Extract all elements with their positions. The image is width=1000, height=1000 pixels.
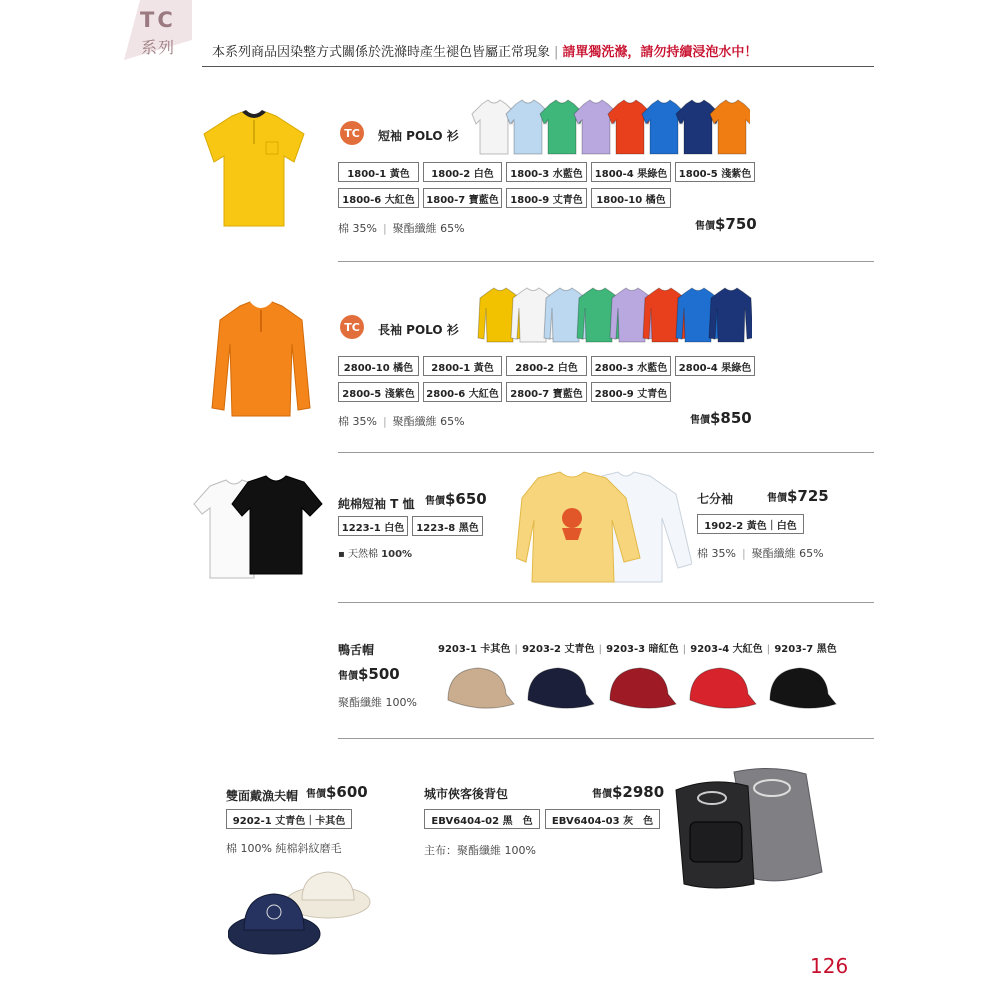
short-polo-color-swatches — [470, 98, 750, 156]
fabric-cotton: 棉 35% — [697, 547, 736, 560]
cap-swatch — [610, 668, 676, 708]
shirt-swatch — [709, 288, 752, 342]
shirt-swatch — [608, 100, 652, 154]
bucket-hat-title: 雙面戴漁夫帽 — [226, 789, 299, 803]
short-polo-title: 短袖 POLO 衫 — [378, 129, 459, 143]
bucket-hat-fabric: 棉 100% 純棉斜紋磨毛 — [226, 842, 342, 855]
cap-code-9203-1: 9203-1 卡其色 — [438, 644, 511, 655]
price-label: 售價 — [695, 221, 715, 232]
code-2800-9: 2800-9 丈青色 — [591, 382, 671, 402]
cap-swatch — [770, 668, 836, 708]
code-9202-1: 9202-1 丈青色｜卡其色 — [226, 809, 352, 829]
price-value: $600 — [326, 783, 368, 801]
backpack-image — [668, 764, 832, 892]
cap-fabric: 聚酯纖維 100% — [338, 696, 417, 709]
price-value: $2980 — [612, 783, 665, 801]
code-1800-2: 1800-2 白色 — [423, 162, 502, 182]
price-label: 售價 — [690, 415, 710, 426]
fabric-cotton: 棉 35% — [338, 222, 377, 235]
shirt-swatch — [676, 100, 720, 154]
cap-code-list: 9203-1 卡其色 | 9203-2 丈青色 | 9203-3 暗紅色 | 9203-4 大紅色 | 9203-7 黑色 — [438, 644, 837, 655]
code-1800-9: 1800-9 丈青色 — [506, 188, 587, 208]
fabric-separator: | — [382, 415, 387, 428]
price-label: 售價 — [306, 789, 326, 800]
price-value: $850 — [710, 409, 752, 427]
long-polo-swatch-group — [476, 284, 752, 344]
section-divider — [338, 602, 874, 603]
code-1902-2: 1902-2 黃色｜白色 — [697, 514, 804, 534]
code-1800-6: 1800-6 大紅色 — [338, 188, 419, 208]
code-1800-10: 1800-10 橘色 — [591, 188, 671, 208]
cap-code-9203-2: 9203-2 丈青色 — [522, 644, 595, 655]
cotton-tee-title: 純棉短袖 T 恤 — [338, 497, 415, 511]
cap-swatch — [690, 668, 756, 708]
care-notice-text: 本系列商品因染整方式關係於洗滌時產生褪色皆屬正常現象 — [212, 45, 551, 60]
code-2800-3: 2800-3 水藍色 — [591, 356, 671, 376]
shirt-swatch — [642, 100, 686, 154]
long-polo-price — [690, 409, 752, 427]
code-1800-5: 1800-5 淺紫色 — [675, 162, 755, 182]
shirt-swatch — [506, 100, 550, 154]
code-ebv6404-02: EBV6404-02 黑 色 — [424, 809, 540, 829]
price-value: $500 — [358, 665, 400, 683]
shirt-swatch — [540, 100, 584, 154]
tc-badge-short-polo: TC — [340, 121, 364, 145]
series-tc-label: TC — [140, 8, 176, 32]
shirt-swatch — [710, 100, 750, 154]
tshirt-pair-image — [192, 474, 324, 582]
price-label: 售價 — [338, 671, 358, 682]
price-value: $650 — [445, 490, 487, 508]
code-1800-4: 1800-4 果綠色 — [591, 162, 671, 182]
three-quarter-price — [767, 487, 829, 505]
price-value: $725 — [787, 487, 829, 505]
price-label: 售價 — [767, 493, 787, 504]
care-notice — [212, 41, 757, 60]
price-value: $750 — [715, 215, 757, 233]
fabric-cotton: 棉 35% — [338, 415, 377, 428]
long-polo-fabric — [338, 413, 465, 429]
long-polo-color-swatches — [476, 284, 752, 348]
cotton-tee-note — [338, 545, 412, 560]
code-1800-1: 1800-1 黃色 — [338, 162, 419, 182]
backpack-fabric: 主布：聚酯纖維 100% — [424, 844, 536, 857]
series-label: 系列 — [141, 38, 176, 57]
cotton-tee-price — [425, 490, 487, 508]
header-rule — [202, 66, 874, 67]
bucket-hat-price — [306, 783, 368, 801]
code-ebv6404-03: EBV6404-03 灰 色 — [545, 809, 660, 829]
fabric-poly: 聚酯纖維 65% — [751, 547, 824, 560]
shirt-swatch — [574, 100, 618, 154]
yellow-polo-image — [198, 108, 310, 232]
code-1223-1: 1223-1 白色 — [338, 516, 408, 536]
shirt-swatch — [472, 100, 516, 154]
code-1223-8: 1223-8 黑色 — [412, 516, 483, 536]
three-quarter-fabric — [697, 545, 824, 561]
short-polo-swatch-group — [470, 98, 750, 156]
cap-code-9203-4: 9203-4 大紅色 — [690, 644, 763, 655]
orange-long-polo-image — [208, 300, 314, 422]
short-polo-fabric — [338, 220, 465, 236]
code-2800-2: 2800-2 白色 — [506, 356, 587, 376]
cap-images — [438, 660, 838, 718]
fabric-poly: 聚酯纖維 65% — [392, 415, 465, 428]
tc-badge-long-polo: TC — [340, 315, 364, 339]
care-notice-separator: | — [554, 45, 559, 60]
section-divider — [338, 452, 874, 453]
code-2800-1: 2800-1 黃色 — [423, 356, 502, 376]
three-quarter-sleeve-image — [516, 470, 692, 584]
cap-price — [338, 665, 400, 683]
code-1800-7: 1800-7 寶藍色 — [423, 188, 502, 208]
page-number: 126 — [810, 954, 849, 978]
short-polo-price — [695, 215, 757, 233]
code-2800-10: 2800-10 橘色 — [338, 356, 419, 376]
cap-title: 鴨舌帽 — [338, 643, 375, 657]
cap-swatch — [448, 668, 514, 708]
price-label: 售價 — [592, 789, 612, 800]
price-label: 售價 — [425, 496, 445, 507]
care-notice-warning: 請單獨洗滌，請勿持續浸泡水中！ — [562, 45, 758, 60]
cap-swatch — [528, 668, 594, 708]
fabric-poly: 聚酯纖維 65% — [392, 222, 465, 235]
backpack-title: 城市俠客後背包 — [424, 787, 509, 801]
section-divider — [338, 738, 874, 739]
code-1800-3: 1800-3 水藍色 — [506, 162, 587, 182]
bucket-hat-image — [228, 862, 372, 958]
code-2800-6: 2800-6 大紅色 — [423, 382, 502, 402]
note-value: 100% — [381, 549, 413, 560]
code-2800-7: 2800-7 寶藍色 — [506, 382, 587, 402]
backpack-price — [592, 783, 664, 801]
section-divider — [338, 261, 874, 262]
note-prefix: ▪ 天然棉 — [338, 549, 378, 560]
code-2800-5: 2800-5 淺紫色 — [338, 382, 419, 402]
code-2800-4: 2800-4 果綠色 — [675, 356, 755, 376]
three-quarter-title: 七分袖 — [697, 492, 734, 506]
fabric-separator: | — [382, 222, 387, 235]
fabric-separator: | — [741, 547, 746, 560]
cap-code-9203-3: 9203-3 暗紅色 — [606, 644, 679, 655]
long-polo-title: 長袖 POLO 衫 — [378, 323, 459, 337]
cap-code-9203-7: 9203-7 黑色 — [774, 644, 837, 655]
